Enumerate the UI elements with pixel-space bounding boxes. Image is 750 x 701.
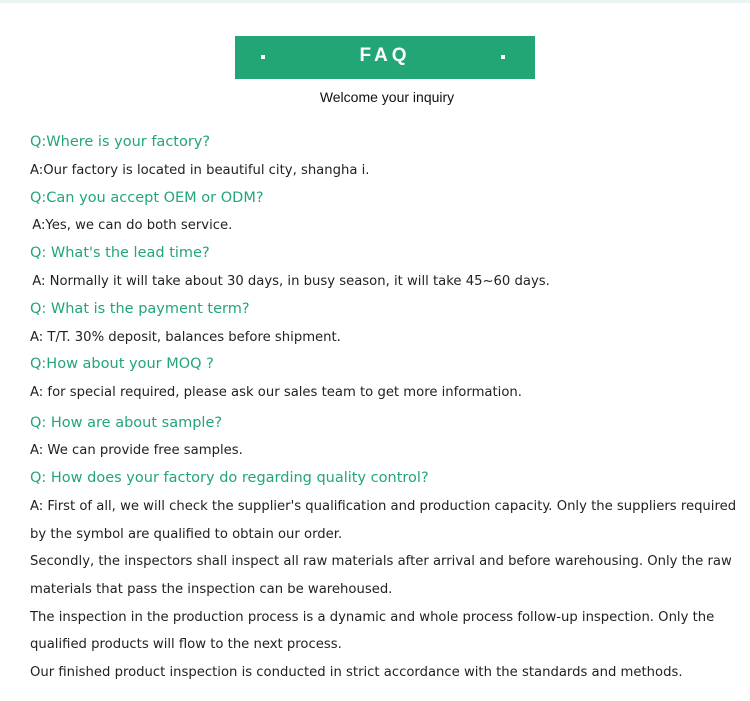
banner-dot-right xyxy=(501,55,505,59)
faq-answer-payment-term: A: T/T. 30% deposit, balances before shipment. xyxy=(30,330,341,345)
faq-answer-oem-odm: A:Yes, we can do both service. xyxy=(28,218,233,233)
faq-question-moq: Q:How about your MOQ ? xyxy=(30,356,214,372)
faq-answer-quality-control-line-5: The inspection in the production process is a dynamic and whole process follow-up inspection. Only the xyxy=(30,610,715,625)
faq-answer-sample: A: We can provide free samples. xyxy=(30,443,243,458)
faq-question-lead-time: Q: What's the lead time? xyxy=(30,245,210,261)
faq-banner xyxy=(235,36,535,79)
faq-answer-quality-control-line-3: Secondly, the inspectors shall inspect all raw materials after arrival and before warehousing. Only the raw xyxy=(30,554,732,569)
top-border-line xyxy=(0,0,750,3)
faq-answer-quality-control-line-6: qualified products will flow to the next process. xyxy=(30,637,342,652)
faq-question-payment-term: Q: What is the payment term? xyxy=(30,301,250,317)
faq-answer-lead-time: A: Normally it will take about 30 days, in busy season, it will take 45~60 days. xyxy=(28,274,550,289)
faq-answer-quality-control-line-1: A: First of all, we will check the supplier's qualification and production capacity. Only the suppliers required xyxy=(30,499,737,514)
faq-answer-quality-control-line-4: materials that pass the inspection can be warehoused. xyxy=(30,582,393,597)
faq-question-quality-control: Q: How does your factory do regarding quality control? xyxy=(30,470,429,486)
faq-question-sample: Q: How are about sample? xyxy=(30,415,223,431)
faq-title: FAQ xyxy=(359,45,411,66)
faq-answer-quality-control-line-7: Our finished product inspection is conducted in strict accordance with the standards and methods. xyxy=(30,665,683,680)
faq-question-factory-location: Q:Where is your factory? xyxy=(30,134,211,150)
faq-answer-quality-control-line-2: by the symbol are qualified to obtain our order. xyxy=(30,527,343,542)
faq-subtitle: Welcome your inquiry xyxy=(319,89,455,105)
faq-question-oem-odm: Q:Can you accept OEM or ODM? xyxy=(30,190,264,206)
faq-answer-factory-location: A:Our factory is located in beautiful city, shangha i. xyxy=(30,163,370,178)
faq-answer-moq: A: for special required, please ask our sales team to get more information. xyxy=(30,385,522,400)
